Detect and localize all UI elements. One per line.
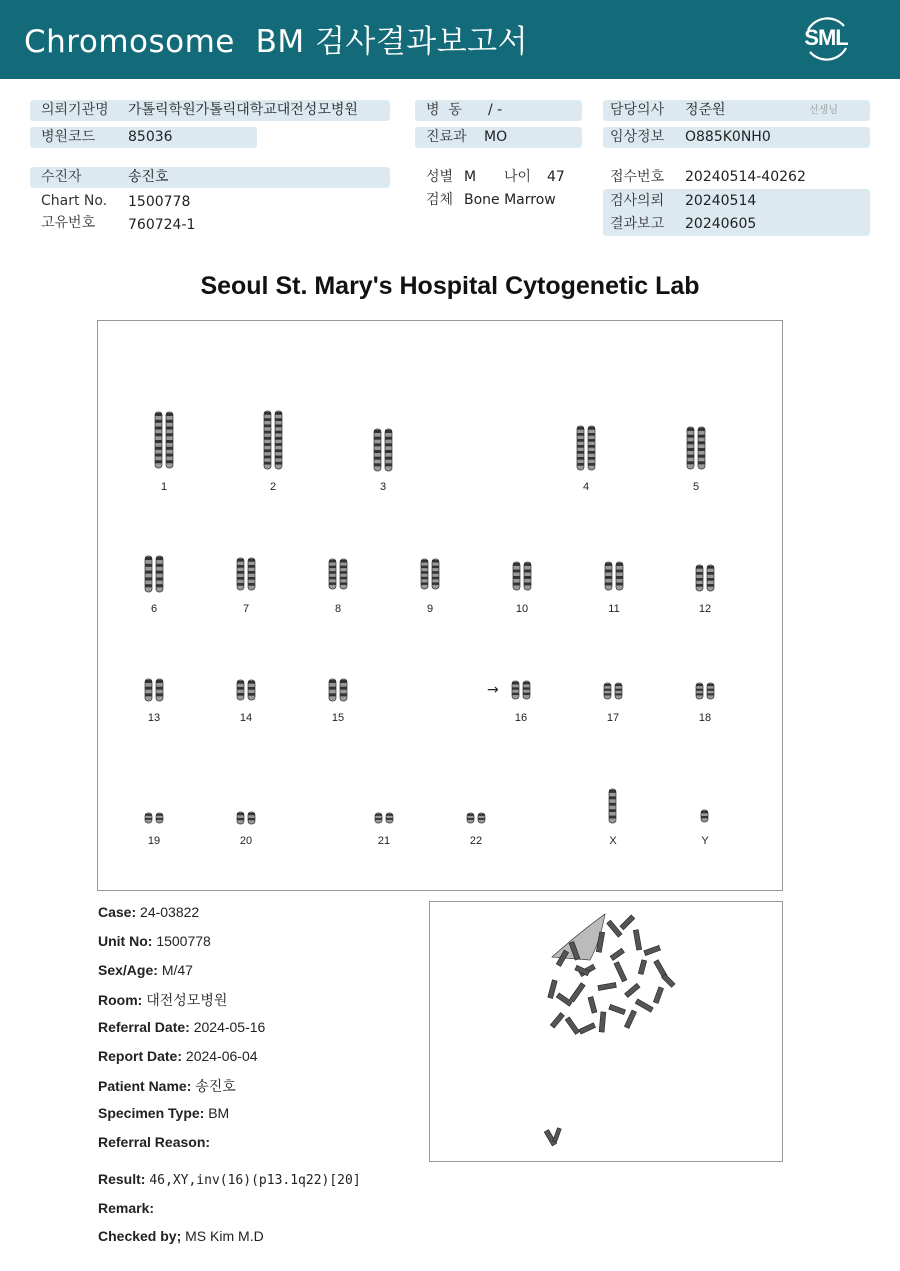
department-label: 진료과 — [426, 129, 467, 145]
chromosome-pair-7 — [230, 557, 262, 591]
sexage-value: M/47 — [161, 962, 193, 978]
receipt-no-label: 접수번호 — [610, 169, 665, 185]
chromosome-label-2: 2 — [269, 481, 277, 493]
report-header — [0, 0, 900, 79]
case-label: Case: — [98, 904, 137, 920]
specimen-label: 검체 — [426, 192, 454, 208]
chromosome-pair-13 — [138, 678, 170, 702]
sex-label: 성별 — [426, 169, 454, 185]
lab-title: Seoul St. Mary's Hospital Cytogenetic Lab — [200, 272, 700, 300]
chromosome-label-3: 3 — [379, 481, 387, 493]
unit-row — [98, 933, 211, 949]
patient-name-row — [98, 1076, 236, 1096]
chromosome-label-8: 8 — [334, 603, 342, 615]
chromosome-label-X: X — [609, 835, 617, 847]
arrow-icon: → — [487, 682, 499, 698]
chromosome-label-20: 20 — [239, 835, 253, 847]
room-value: 대전성모병원 — [146, 992, 228, 1008]
specimen-type-row — [98, 1105, 229, 1121]
report-date-row — [98, 1048, 258, 1064]
hospital-code-value: 85036 — [128, 129, 173, 145]
test-request-label: 검사의뢰 — [610, 193, 665, 209]
doctor-value: 정준원 — [685, 102, 726, 118]
logo-text: SML — [804, 25, 848, 50]
result-row — [98, 1171, 361, 1188]
ward-label: 병 동 — [426, 102, 462, 118]
chromosome-pair-22 — [460, 812, 492, 824]
remark-row — [98, 1200, 154, 1216]
referral-reason-row — [98, 1134, 210, 1150]
patient-name-label: Patient Name: — [98, 1078, 192, 1094]
chromosome-pair-5 — [680, 426, 712, 470]
chromosome-label-10: 10 — [515, 603, 529, 615]
referral-date-row — [98, 1019, 265, 1035]
patient-name: 송진호 — [128, 169, 169, 185]
chromosome-pair-11 — [598, 561, 630, 591]
chromosome-pair-18 — [689, 682, 721, 700]
chromosome-label-21: 21 — [377, 835, 391, 847]
chromosome-label-17: 17 — [606, 712, 620, 724]
room-row — [98, 990, 227, 1010]
chromosome-pair-10 — [506, 561, 538, 591]
chromosome-pair-9 — [414, 558, 446, 590]
chromosome-pair-20 — [230, 811, 262, 825]
chart-no-value: 1500778 — [128, 194, 191, 210]
chromosome-pair-19 — [138, 812, 170, 824]
patient-pill — [30, 167, 390, 188]
chromosome-label-13: 13 — [147, 712, 161, 724]
checked-value: MS Kim M.D — [185, 1228, 264, 1244]
chromosome-pair-15 — [322, 678, 354, 702]
unique-no-value: 760724-1 — [128, 217, 196, 233]
chromosome-pair-6 — [138, 555, 170, 593]
hospital-code-label: 병원코드 — [41, 129, 96, 145]
chromosome-pair-Y — [698, 809, 712, 823]
chromosome-pair-4 — [570, 425, 602, 471]
age-label: 나이 — [504, 169, 532, 185]
result-value: 46,XY,inv(16)(p13.1q22)[20] — [149, 1173, 361, 1188]
checked-row — [98, 1228, 264, 1244]
checked-label: Checked by; — [98, 1228, 182, 1244]
clinical-info-label: 임상정보 — [610, 129, 665, 145]
case-row — [98, 904, 199, 920]
specimen-type-value: BM — [208, 1105, 230, 1121]
chromosome-pair-2 — [257, 410, 289, 470]
chromosome-label-1: 1 — [160, 481, 168, 493]
chromosome-label-Y: Y — [701, 835, 709, 847]
chart-no-label: Chart No. — [41, 193, 108, 209]
room-label: Room: — [98, 992, 143, 1008]
report-title: Chromosome BM 검사결과보고서 — [24, 24, 529, 60]
chromosome-pair-3 — [367, 428, 399, 472]
chromosome-label-14: 14 — [239, 712, 253, 724]
chromosome-label-4: 4 — [582, 481, 590, 493]
specimen-value: Bone Marrow — [464, 192, 556, 208]
referral-date-value: 2024-05-16 — [193, 1019, 266, 1035]
referral-reason-label: Referral Reason: — [98, 1134, 211, 1150]
result-label: Result: — [98, 1171, 146, 1187]
unique-no-label: 고유번호 — [41, 215, 96, 231]
result-report-label: 결과보고 — [610, 216, 665, 232]
metaphase-spread — [430, 902, 782, 1161]
chromosome-pair-14 — [230, 679, 262, 701]
age-value: 47 — [547, 169, 565, 185]
chromosome-pair-8 — [322, 558, 354, 590]
doctor-honorific: 선생님 — [809, 105, 838, 116]
test-request-value: 20240514 — [685, 193, 757, 209]
chromosome-pair-21 — [368, 812, 400, 824]
specimen-type-label: Specimen Type: — [98, 1105, 205, 1121]
chromosome-label-6: 6 — [150, 603, 158, 615]
chromosome-pair-X — [606, 788, 620, 824]
chromosome-label-16: 16 — [514, 712, 528, 724]
chromosome-pair-1 — [148, 411, 180, 469]
department-value: MO — [484, 129, 508, 145]
receipt-no-value: 20240514-40262 — [685, 169, 806, 185]
chromosome-label-11: 11 — [608, 603, 620, 615]
institution-label: 의뢰기관명 — [41, 102, 109, 118]
patient-name-value: 송진호 — [195, 1078, 236, 1094]
clinical-info-value: O885K0NH0 — [685, 129, 771, 145]
sexage-label: Sex/Age: — [98, 962, 158, 978]
referral-date-label: Referral Date: — [98, 1019, 190, 1035]
metaphase-image — [429, 901, 783, 1162]
result-report-value: 20240605 — [685, 216, 757, 232]
report-date-value: 2024-06-04 — [185, 1048, 258, 1064]
sexage-row — [98, 962, 193, 978]
chromosome-label-12: 12 — [698, 603, 712, 615]
chromosome-label-9: 9 — [426, 603, 434, 615]
chromosome-label-7: 7 — [242, 603, 250, 615]
doctor-label: 담당의사 — [610, 102, 665, 118]
chromosome-label-15: 15 — [331, 712, 345, 724]
chromosome-pair-17 — [597, 682, 629, 700]
sex-value: M — [464, 169, 477, 185]
patient-label: 수진자 — [41, 169, 82, 185]
chromosome-pair-12 — [689, 564, 721, 592]
chromosome-label-18: 18 — [698, 712, 712, 724]
unit-label: Unit No: — [98, 933, 153, 949]
institution-value: 가톨릭학원가톨릭대학교대전성모병원 — [128, 102, 358, 118]
chromosome-label-19: 19 — [147, 835, 161, 847]
case-value: 24-03822 — [140, 904, 200, 920]
sml-logo — [798, 12, 854, 66]
chromosome-label-5: 5 — [692, 481, 700, 493]
chromosome-label-22: 22 — [469, 835, 483, 847]
unit-value: 1500778 — [156, 933, 211, 949]
ward-value: / - — [488, 102, 503, 118]
report-date-label: Report Date: — [98, 1048, 183, 1064]
chromosome-pair-16 — [505, 680, 537, 700]
remark-label: Remark: — [98, 1200, 155, 1216]
